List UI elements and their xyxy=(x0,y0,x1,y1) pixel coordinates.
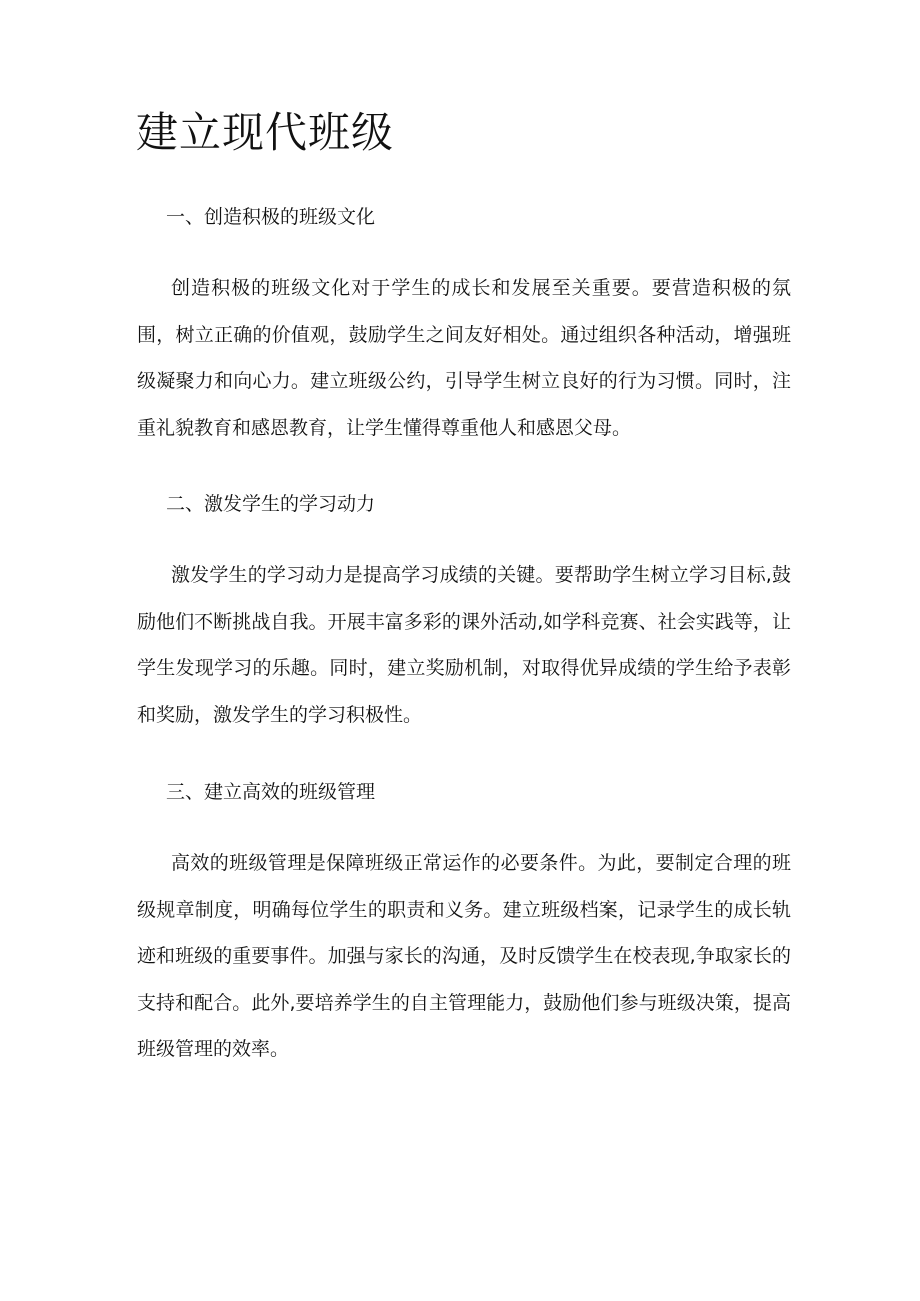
section-body-2: 激发学生的学习动力是提高学习成绩的关键。要帮助学生树立学习目标,鼓励他们不断挑战自我。开展丰富多彩的课外活动,如学科竞赛、社会实践等，让学生发现学习的乐趣。同时，建立奖励机制，对取得优异成绩的学生给予表彰和奖励，激发学生的学习积极性。 xyxy=(137,564,791,726)
document-title: 建立现代班级 xyxy=(136,108,395,157)
section-heading-3: 三、建立高效的班级管理 xyxy=(166,781,376,803)
section-heading-1: 一、创造积极的班级文化 xyxy=(166,206,376,228)
section-heading-2: 二、激发学生的学习动力 xyxy=(166,493,376,515)
section-body-1: 创造积极的班级文化对于学生的成长和发展至关重要。要营造积极的氛围，树立正确的价值观，鼓励学生之间友好相处。通过组织各种活动，增强班级凝聚力和向心力。建立班级公约，引导学生树立良好的行为习惯。同时，注重礼貌教育和感恩教育，让学生懂得尊重他人和感恩父母。 xyxy=(137,277,791,439)
section-body-3: 高效的班级管理是保障班级正常运作的必要条件。为此，要制定合理的班级规章制度，明确每位学生的职责和义务。建立班级档案，记录学生的成长轨迹和班级的重要事件。加强与家长的沟通，及时反馈学生在校表现,争取家长的支持和配合。此外,要培养学生的自主管理能力，鼓励他们参与班级决策，提高班级管理的效率。 xyxy=(137,852,791,1060)
